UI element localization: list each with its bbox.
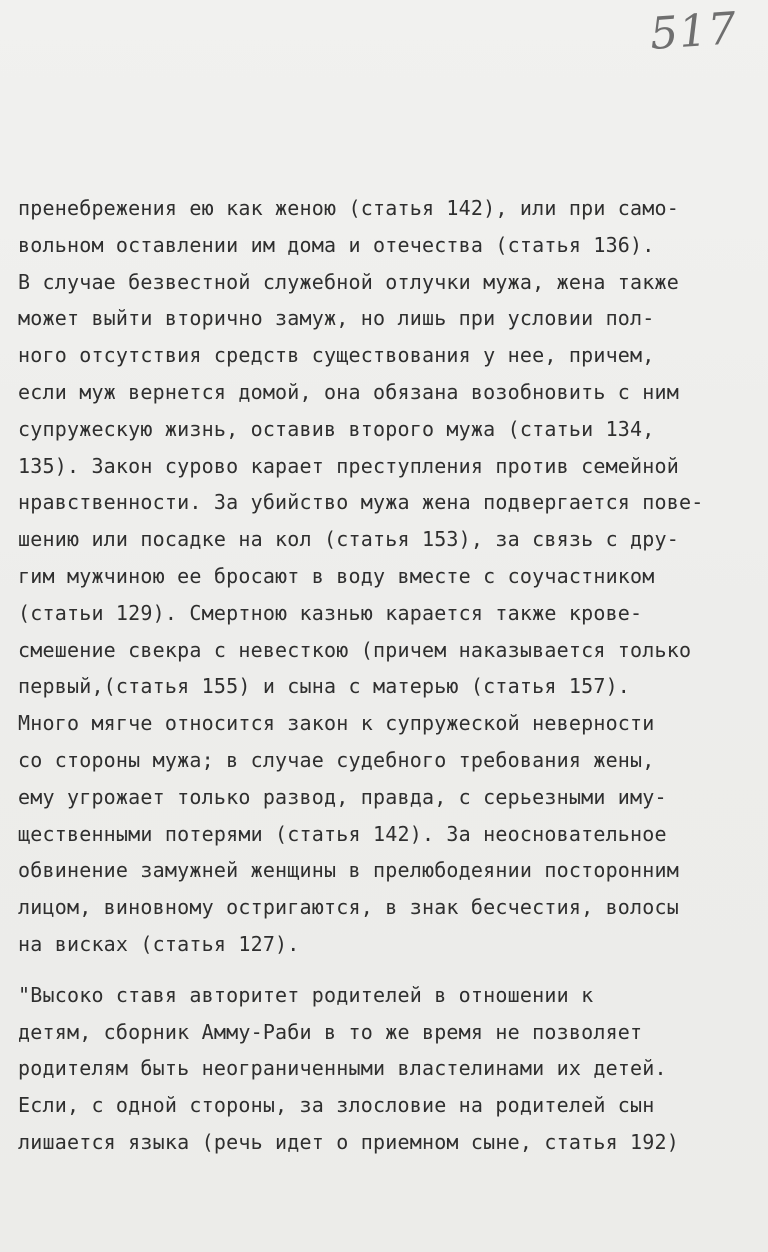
text-line: родителям быть неограниченными властелинами их детей. (18, 1056, 667, 1081)
text-line: щественными потерями (статья 142). За неосновательное (18, 821, 667, 846)
text-line: 135). Закон сурово карает преступления против семейной (18, 453, 680, 478)
text-line: супружескую жизнь, оставив второго мужа (статьи 134, (18, 416, 655, 441)
text-line: лишается языка (речь идет о приемном сыне, статья 192) (18, 1129, 680, 1154)
text-line: нравственности. За убийство мужа жена подвергается пове- (18, 490, 704, 515)
text-line: обвинение замужней женщины в прелюбодеянии посторонним (18, 858, 680, 883)
text-line: может выйти вторично замуж, но лишь при условии пол- (18, 306, 655, 331)
text-line: вольном оставлении им дома и отечества (статья 136). (18, 232, 655, 257)
text-line: Много мягче относится закон к супружеской неверности (18, 711, 655, 736)
text-line: "Высоко ставя авторитет родителей в отношении к (18, 982, 594, 1007)
text-line: В случае безвестной служебной отлучки мужа, жена также (18, 269, 680, 294)
text-line: пренебрежения ею как женою (статья 142), или при само- (18, 196, 680, 220)
typed-text-block (18, 190, 762, 1161)
text-line: шению или посадке на кол (статья 153), за связь с дру- (18, 527, 680, 552)
text-line: ему угрожает только развод, правда, с серьезными иму- (18, 784, 667, 809)
text-line: первый,(статья 155) и сына с матерью (статья 157). (18, 674, 631, 699)
text-line: со стороны мужа; в случае судебного требования жены, (18, 747, 655, 772)
text-line: детям, сборник Амму-Раби в то же время не позволяет (18, 1019, 643, 1044)
text-line: гим мужчиною ее бросают в воду вместе с соучастником (18, 563, 655, 588)
text-line: ного отсутствия средств существования у нее, причем, (18, 343, 655, 368)
paragraph-gap (18, 963, 762, 977)
text-line: лицом, виновному остригаются, в знак бесчестия, волосы (18, 895, 680, 920)
text-line: (статьи 129). Смертною казнью карается также крове- (18, 600, 643, 625)
page-number: 517 (648, 3, 739, 60)
text-line: Если, с одной стороны, за злословие на родителей сын (18, 1093, 655, 1118)
text-line: на висках (статья 127). (18, 931, 300, 956)
text-line: смешение свекра с невесткою (причем наказывается только (18, 637, 692, 662)
text-line: если муж вернется домой, она обязана возобновить с ним (18, 379, 680, 404)
